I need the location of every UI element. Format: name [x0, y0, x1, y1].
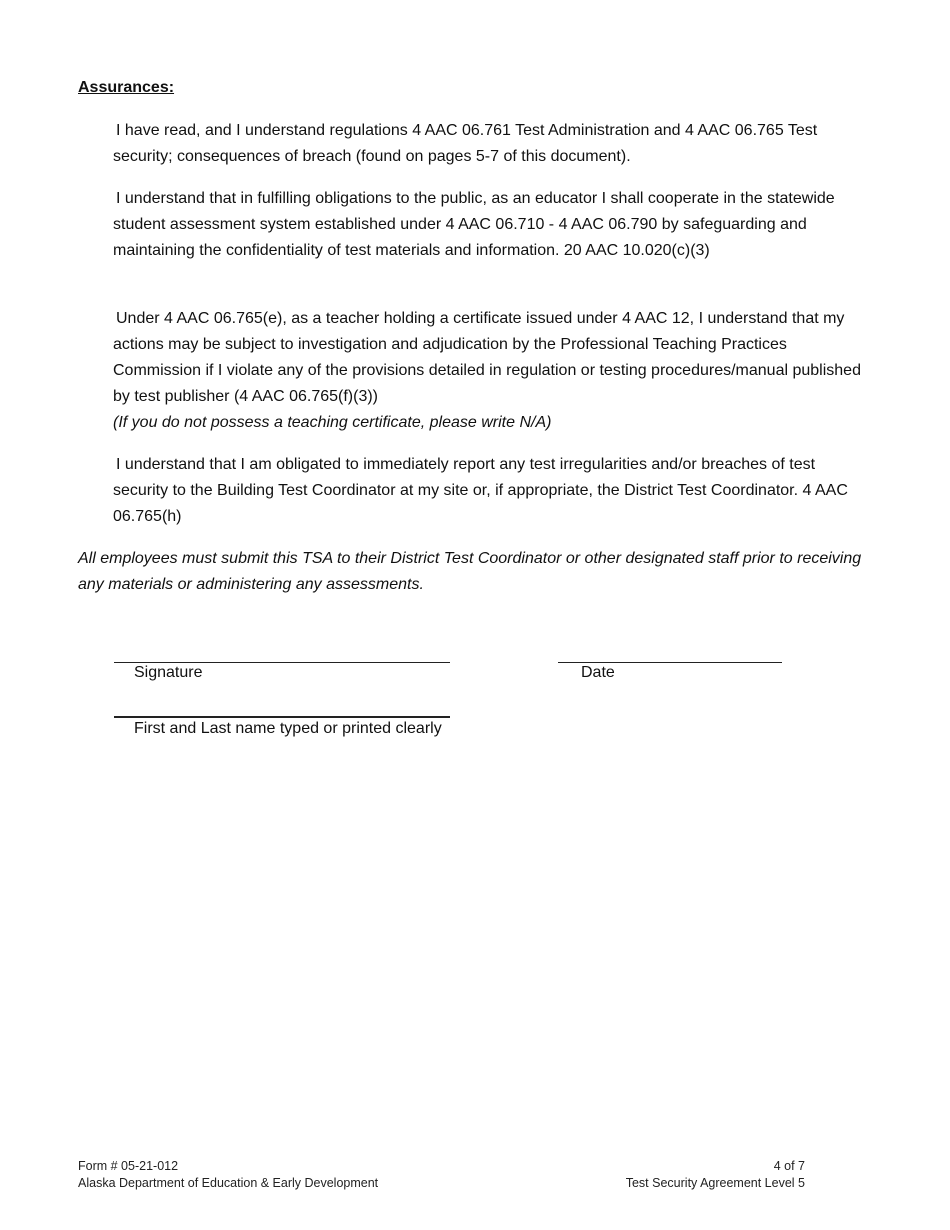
page-number: 4 of 7 [773, 1159, 805, 1173]
assurance-paragraph-2 [113, 186, 865, 264]
form-number: Form # 05-21-012 [78, 1159, 179, 1173]
document-title: Test Security Agreement Level 5 [625, 1176, 805, 1190]
department-name: Alaska Department of Education & Early Development [78, 1176, 379, 1190]
submission-notice: All employees must submit this TSA to their District Test Coordinator or other designated staff prior to receiving any materials or administering any assessments. [78, 550, 862, 593]
assurance-paragraph-4 [113, 452, 865, 530]
certificate-note: (If you do not possess a teaching certificate, please write N/A) [113, 414, 552, 431]
footer-right [626, 1158, 805, 1192]
assurance-text-4: I understand that I am obligated to immediately report any test irregularities and/or breaches of test security to the Building Test Coordinator at my site or, if appropriate, the District Test Coordinator. 4 AAC 06.765(h) [113, 456, 848, 525]
printed-name-line[interactable] [114, 716, 450, 718]
footer-left [78, 1158, 378, 1192]
date-label: Date [581, 664, 615, 681]
assurance-text-1: I have read, and I understand regulations 4 AAC 06.761 Test Administration and 4 AAC 06.765 Test security; consequences of breach (found on pages 5-7 of this document). [113, 122, 818, 165]
signature-label: Signature [134, 664, 203, 681]
printed-name-label: First and Last name typed or printed clearly [134, 720, 442, 737]
assurance-paragraph-1 [113, 118, 865, 170]
assurance-text-2: I understand that in fulfilling obligations to the public, as an educator I shall cooperate in the statewide student assessment system established under 4 AAC 06.710 - 4 AAC 06.790 by safeguarding and maintaining the confidentiality of test materials and information. 20 AAC 10.020(c)(3) [113, 190, 835, 259]
assurance-paragraph-3 [113, 306, 865, 436]
assurances-heading: Assurances: [78, 79, 175, 96]
assurance-text-3: Under 4 AAC 06.765(e), as a teacher holding a certificate issued under 4 AAC 12, I understand that my actions may be subject to investigation and adjudication by the Professional Teaching Practices Commission if I violate any of the provisions detailed in regulation or testing procedures/manual published by test publisher (4 AAC 06.765(f)(3)) [113, 310, 861, 405]
